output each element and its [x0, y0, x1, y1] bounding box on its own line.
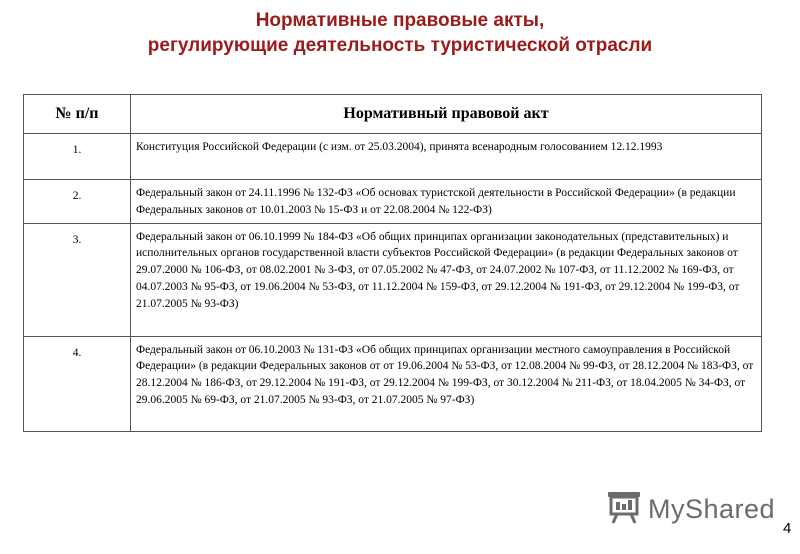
table-row: [24, 134, 762, 180]
row-number: 3.: [24, 223, 131, 336]
table-row: [24, 223, 762, 336]
title-line-1: Нормативные правовые акты,: [255, 10, 545, 31]
row-act-text: Федеральный закон от 06.10.1999 № 184-ФЗ «Об общих принципах организации законодательных (представительных) и исполнительных органов государственной власти субъектов Российской Федерации» (в редакции Федеральных законов от 29.07.2000 № 106-ФЗ, от 08.02.2001 № 3-ФЗ, от 07.05.2002 № 47-ФЗ, от 24.07.2002 № 107-ФЗ, от 11.12.2002 № 169-ФЗ, от 04.07.2003 № 95-ФЗ, от 19.06.2004 № 53-ФЗ, от 11.12.2004 № 159-ФЗ, от 29.12.2004 № 191-ФЗ, от 29.12.2004 № 199-ФЗ, от 21.07.2005 № 93-ФЗ): [131, 223, 762, 336]
column-header-number: № п/п: [24, 95, 131, 134]
table-header-row: [24, 95, 762, 134]
row-act-text: Федеральный закон от 24.11.1996 № 132-ФЗ «Об основах туристской деятельности в Российской Федерации» (в редакции Федеральных законов от 10.01.2003 № 15-ФЗ и от 22.08.2004 № 122-ФЗ): [131, 180, 762, 224]
page-title: [0, 8, 800, 58]
row-number: 2.: [24, 180, 131, 224]
myshared-logo[interactable]: [606, 490, 775, 528]
table-row: [24, 180, 762, 224]
legal-acts-table: [23, 94, 762, 432]
presentation-board-icon: [606, 490, 642, 529]
table-row: [24, 336, 762, 431]
row-act-text: Конституция Российской Федерации (с изм. от 25.03.2004), принята всенародным голосованием 12.12.1993: [131, 134, 762, 180]
row-number: 1.: [24, 134, 131, 180]
page-number: 4: [783, 520, 792, 537]
logo-text: MyShared: [648, 493, 776, 524]
title-line-2: регулирующие деятельность туристической отрасли: [147, 35, 653, 56]
row-number: 4.: [24, 336, 131, 431]
column-header-act: Нормативный правовой акт: [131, 95, 762, 134]
row-act-text: Федеральный закон от 06.10.2003 № 131-ФЗ «Об общих принципах организации местного самоуправления в Российской Федерации» (в редакции Федеральных законов от от 19.06.2004 № 53-ФЗ, от 12.08.2004 № 99-ФЗ, от 28.12.2004 № 183-ФЗ, от 28.12.2004 № 186-ФЗ, от 29.12.2004 № 191-ФЗ, от 29.12.2004 № 199-ФЗ, от 30.12.2004 № 211-ФЗ, от 18.04.2005 № 34-ФЗ, от 29.06.2005 № 69-ФЗ, от 21.07.2005 № 93-ФЗ, от 21.07.2005 № 97-ФЗ): [131, 336, 762, 431]
